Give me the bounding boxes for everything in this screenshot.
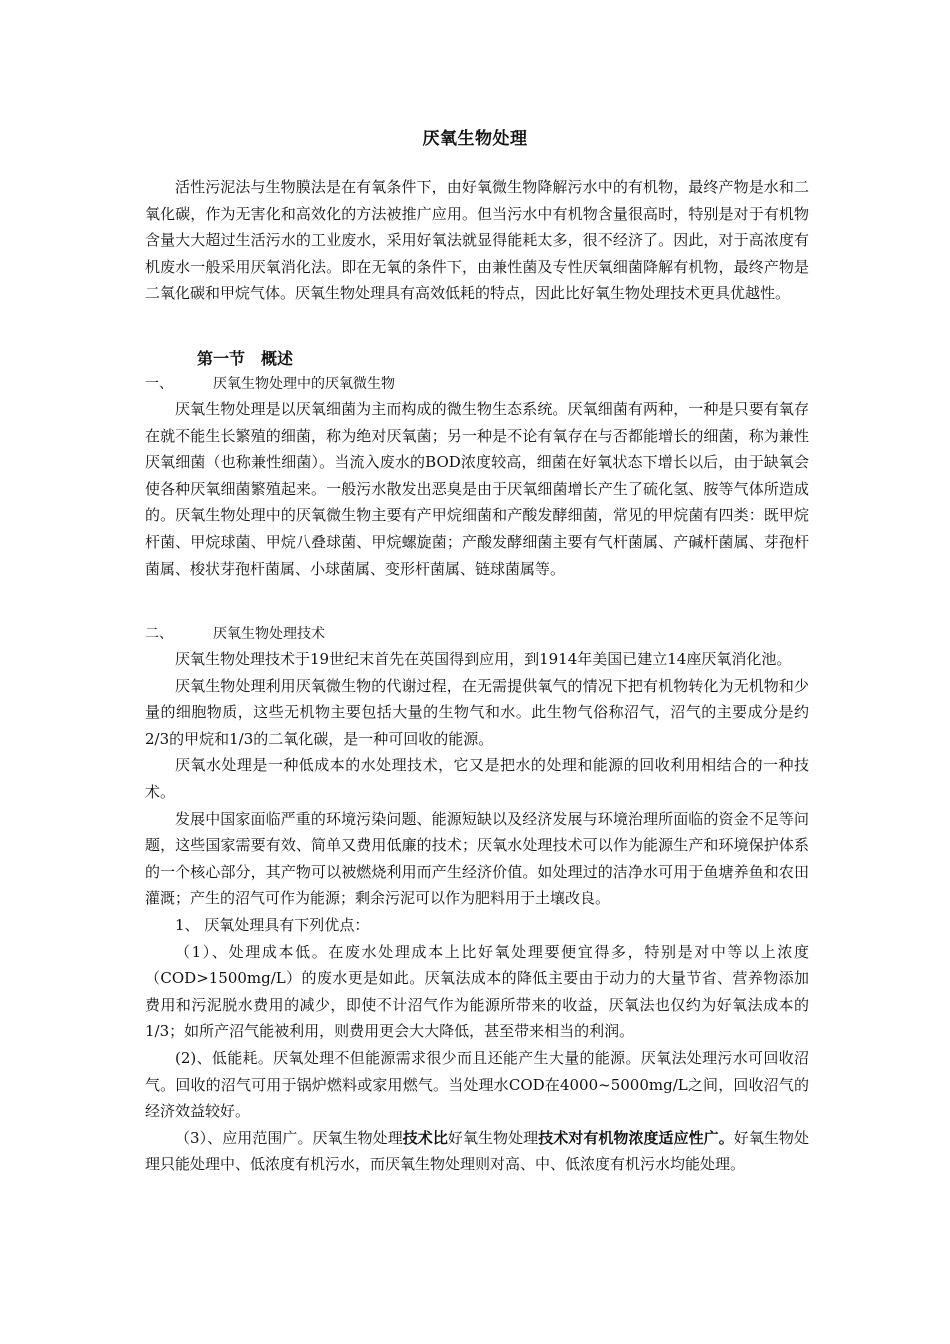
subsection-title: 厌氧生物处理技术 bbox=[213, 626, 325, 642]
advantage-item-3 bbox=[145, 1125, 809, 1178]
subsection-number: 一、 bbox=[145, 376, 173, 392]
section-1 bbox=[145, 346, 809, 582]
emphasis-text: 技术对有机物浓度适应性广。 bbox=[538, 1128, 734, 1147]
document-title: 厌氧生物处理 bbox=[422, 129, 528, 149]
text-run: 好氧生物处理只能处理中、低浓度有机污水，而厌氧生物处理则对高、中、低浓度有机污水均能处理。 bbox=[145, 1128, 809, 1174]
text-run: 好氧生物处理 bbox=[447, 1128, 539, 1147]
advantages-heading: 1、 厌氧处理具有下列优点： bbox=[175, 915, 370, 934]
subsection-heading-2 bbox=[145, 622, 809, 646]
section-2 bbox=[145, 622, 809, 1178]
body-paragraph: 厌氧生物处理利用厌氧微生物的代谢过程，在无需提供氧气的情况下把有机物转化为无机物和少量的细胞物质，这些无机物主要包括大量的生物气和水。此生物气俗称沼气，沼气的主要成分是约2/3的甲烷和1/3的二氧化碳，是一种可回收的能源。 bbox=[145, 676, 809, 748]
emphasis-text: 技术比 bbox=[402, 1128, 448, 1147]
section-title: 第一节 概述 bbox=[197, 349, 294, 368]
subsection-number: 二、 bbox=[145, 626, 173, 642]
advantage-item-2: (2)、低能耗。厌氧处理不但能源需求很少而且还能产生大量的能源。厌氧法处理污水可回收沼气。回收的沼气可用于锅炉燃料或家用燃气。当处理水COD在4000~5000mg/L之间，回收沼气的经济效益较好。 bbox=[145, 1048, 809, 1121]
body-paragraph: 厌氧生物处理技术于19世纪末首先在英国得到应用，到1914年美国已建立14座厌氧消化池。 bbox=[175, 650, 792, 668]
text-run: （3）、应用范围广。厌氧生物处理 bbox=[175, 1128, 403, 1147]
body-paragraph: 厌氧水处理是一种低成本的水处理技术，它又是把水的处理和能源的回收利用相结合的一种技术。 bbox=[145, 756, 809, 801]
intro-paragraph: 活性污泥法与生物膜法是在有氧条件下，由好氧微生物降解污水中的有机物，最终产物是水和二氧化碳，作为无害化和高效化的方法被推广应用。但当污水中有机物含量很高时，特别是对于有机物含量大大超过生活污水的工业废水，采用好氧法就显得能耗太多，很不经济了。因此，对于高浓度有机废水一般采用厌氧消化法。即在无氧的条件下，由兼性菌及专性厌氧细菌降解有机物，最终产物是二氧化碳和甲烷气体。厌氧生物处理具有高效低耗的特点，因此比好氧生物处理技术更具优越性。 bbox=[145, 178, 809, 303]
subsection-title: 厌氧生物处理中的厌氧微生物 bbox=[213, 376, 395, 392]
intro-block bbox=[145, 174, 809, 307]
advantage-item-1: （1）、处理成本低。在废水处理成本上比好氧处理要便宜得多，特别是对中等以上浓度（COD>1500mg/L）的废水更是如此。厌氧法成本的降低主要由于动力的大量节省、营养物添加费用和污泥脱水费用的减少，即使不计沼气作为能源所带来的收益，厌氧法也仅约为好氧法成本的1/3；如所产沼气能被利用，则费用更会大大降低，甚至带来相当的利润。 bbox=[145, 942, 809, 1041]
subsection-heading-1 bbox=[145, 372, 809, 396]
body-paragraph: 厌氧生物处理是以厌氧细菌为主而构成的微生物生态系统。厌氧细菌有两种，一种是只要有氧存在就不能生长繁殖的细菌，称为绝对厌氧菌；另一种是不论有氧存在与否都能增长的细菌，称为兼性厌氧细菌（也称兼性细菌）。当流入废水的BOD浓度较高，细菌在好氧状态下增长以后，由于缺氧会使各种厌氧细菌繁殖起来。一般污水散发出恶臭是由于厌氧细菌增长产生了硫化氢、胺等气体所造成的。厌氧生物处理中的厌氧微生物主要有产甲烷细菌和产酸发酵细菌，常见的甲烷菌有四类：既甲烷杆菌、甲烷球菌、甲烷八叠球菌、甲烷螺旋菌；产酸发酵细菌主要有气杆菌属、产碱杆菌属、芽孢杆菌属、梭状芽孢杆菌属、小球菌属、变形杆菌属、链球菌属等。 bbox=[145, 400, 809, 578]
body-paragraph: 发展中国家面临严重的环境污染问题、能源短缺以及经济发展与环境治理所面临的资金不足等问题，这些国家需要有效、简单又费用低廉的技术；厌氧水处理技术可以作为能源生产和环境保护体系的一个核心部分，其产物可以被燃烧利用而产生经济价值。如处理过的洁净水可用于鱼塘养鱼和农田灌溉；产生的沼气可作为能源；剩余污泥可以作为肥料用于土壤改良。 bbox=[145, 809, 809, 908]
